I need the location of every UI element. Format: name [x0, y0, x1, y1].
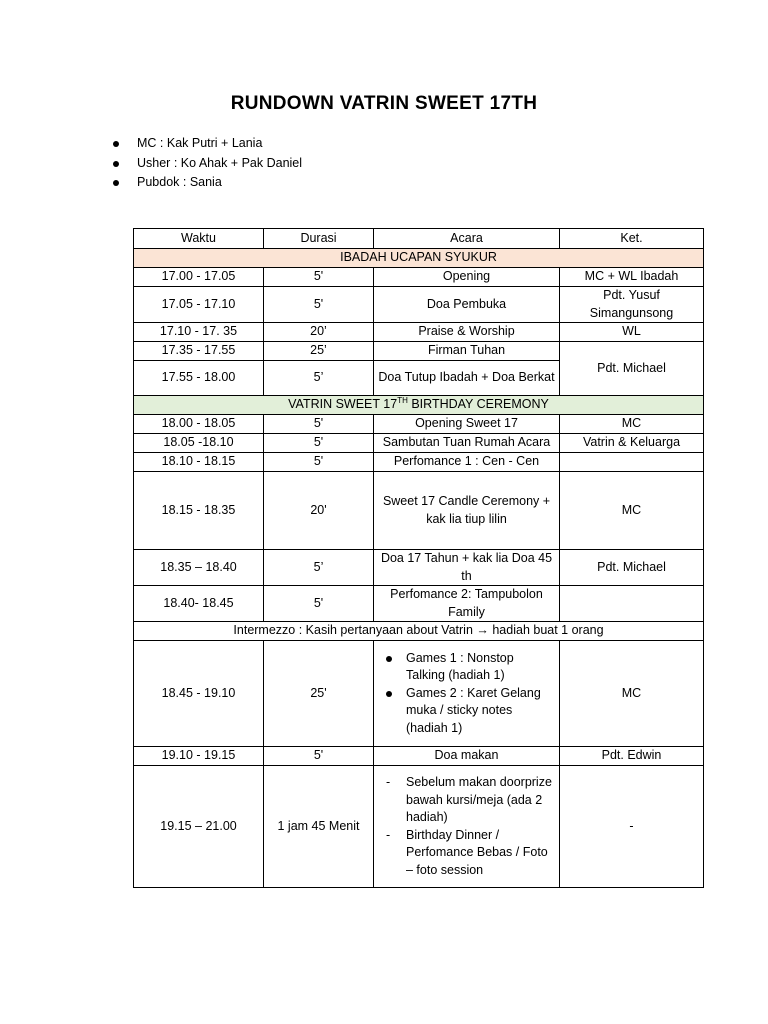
cell-ket — [560, 453, 704, 472]
cell-ket: MC — [560, 472, 704, 550]
cell-acara: Opening Sweet 17 — [374, 415, 560, 434]
bullet-icon — [113, 180, 119, 186]
cell-durasi: 25' — [264, 641, 374, 747]
cell-waktu: 18.45 - 19.10 — [134, 641, 264, 747]
header-durasi: Durasi — [264, 229, 374, 249]
cell-durasi: 5' — [264, 747, 374, 766]
cell-waktu: 19.10 - 19.15 — [134, 747, 264, 766]
cell-acara — [374, 641, 560, 747]
table-row — [134, 434, 704, 453]
cell-waktu: 18.05 -18.10 — [134, 434, 264, 453]
games-2: Games 2 : Karet Gelang muka / sticky notes (hadiah 1) — [406, 685, 541, 735]
table-row — [134, 766, 704, 888]
table-row — [134, 415, 704, 434]
superscript-th: TH — [397, 396, 408, 406]
table-row — [134, 586, 704, 622]
cell-waktu: 17.35 - 17.55 — [134, 342, 264, 361]
section-row — [134, 396, 704, 415]
cell-waktu: 17.55 - 18.00 — [134, 361, 264, 396]
cell-durasi: 5' — [264, 415, 374, 434]
cell-durasi: 5' — [264, 586, 374, 622]
cell-acara: Perfomance 1 : Cen - Cen — [374, 453, 560, 472]
cell-acara: Praise & Worship — [374, 323, 560, 342]
page-title: RUNDOWN VATRIN SWEET 17TH — [230, 93, 538, 114]
role-mc: MC : Kak Putri + Lania — [137, 136, 263, 150]
games-1: Games 1 : Nonstop Talking (hadiah 1) — [406, 650, 514, 683]
cell-acara: Doa 17 Tahun + kak lia Doa 45 th — [374, 550, 560, 586]
list-item — [382, 685, 555, 738]
cell-durasi: 5' — [264, 453, 374, 472]
cell-acara: Doa makan — [374, 747, 560, 766]
section-ibadah: IBADAH UCAPAN SYUKUR — [134, 249, 704, 268]
cell-ket: Pdt. Yusuf Simangunsong — [560, 287, 704, 323]
cell-durasi: 5' — [264, 268, 374, 287]
cell-waktu: 18.10 - 18.15 — [134, 453, 264, 472]
section-birthday-text-end: BIRTHDAY CEREMONY — [407, 397, 549, 412]
cell-ket: Vatrin & Keluarga — [560, 434, 704, 453]
section-row — [134, 249, 704, 268]
bullet-icon — [386, 656, 392, 662]
cell-durasi: 5’ — [264, 550, 374, 586]
header-ket: Ket. — [560, 229, 704, 249]
intermezzo-note: Intermezzo : Kasih pertanyaan about Vatrin → hadiah buat 1 orang — [134, 622, 704, 641]
table-row — [134, 342, 704, 361]
table-row — [134, 747, 704, 766]
cell-acara: Perfomance 2: Tampubolon Family — [374, 586, 560, 622]
cell-durasi: 20' — [264, 472, 374, 550]
header-waktu: Waktu — [134, 229, 264, 249]
cell-waktu: 17.05 - 17.10 — [134, 287, 264, 323]
cell-ket: WL — [560, 323, 704, 342]
table-row — [134, 323, 704, 342]
section-birthday-text: VATRIN SWEET 17 — [288, 397, 398, 412]
cell-durasi: 5’ — [264, 361, 374, 396]
list-item — [382, 827, 555, 880]
cell-ket: Pdt. Michael — [560, 550, 704, 586]
header-acara: Acara — [374, 229, 560, 249]
cell-durasi: 5' — [264, 287, 374, 323]
cell-ket — [560, 586, 704, 622]
cell-durasi: 20’ — [264, 323, 374, 342]
dash-icon: - — [386, 827, 391, 842]
table-header-row — [134, 229, 704, 249]
table-row — [134, 287, 704, 323]
cell-acara: Sweet 17 Candle Ceremony + kak lia tiup lilin — [374, 472, 560, 550]
bullet-icon — [113, 141, 119, 147]
doorprize-note: Sebelum makan doorprize bawah kursi/meja (ada 2 hadiah) — [406, 775, 552, 824]
cell-waktu: 17.10 - 17. 35 — [134, 323, 264, 342]
bullet-icon — [113, 161, 119, 167]
list-item — [382, 774, 555, 827]
rundown-table — [133, 228, 704, 888]
cell-waktu: 18.15 - 18.35 — [134, 472, 264, 550]
cell-acara: Doa Tutup Ibadah + Doa Berkat — [374, 361, 560, 396]
cell-waktu: 18.00 - 18.05 — [134, 415, 264, 434]
cell-durasi: 1 jam 45 Menit — [264, 766, 374, 888]
list-item — [382, 650, 555, 685]
dash-icon: - — [386, 775, 391, 789]
cell-waktu: 18.40- 18.45 — [134, 586, 264, 622]
bullet-icon — [386, 691, 392, 697]
cell-ket: - — [560, 766, 704, 888]
cell-waktu: 19.15 – 21.00 — [134, 766, 264, 888]
cell-ket: MC — [560, 641, 704, 747]
cell-durasi: 5' — [264, 434, 374, 453]
section-birthday — [134, 396, 704, 415]
role-pubdok: Pubdok : Sania — [137, 175, 222, 189]
role-item — [113, 134, 302, 154]
cell-acara: Sambutan Tuan Rumah Acara — [374, 434, 560, 453]
table-row — [134, 472, 704, 550]
cell-waktu: 17.00 - 17.05 — [134, 268, 264, 287]
table-row — [134, 641, 704, 747]
cell-ket: Pdt. Michael — [560, 342, 704, 396]
table-row — [134, 268, 704, 287]
cell-ket: MC — [560, 415, 704, 434]
role-item — [113, 154, 302, 174]
games-list — [382, 650, 555, 738]
cell-acara: Firman Tuhan — [374, 342, 560, 361]
table-row — [134, 453, 704, 472]
cell-acara — [374, 766, 560, 888]
cell-acara: Opening — [374, 268, 560, 287]
cell-ket: MC + WL Ibadah — [560, 268, 704, 287]
dinner-list — [382, 774, 555, 879]
intermezzo-row — [134, 622, 704, 641]
table-row — [134, 550, 704, 586]
role-item — [113, 173, 302, 193]
cell-durasi: 25’ — [264, 342, 374, 361]
role-usher: Usher : Ko Ahak + Pak Daniel — [137, 155, 303, 170]
role-list — [113, 134, 302, 193]
cell-waktu: 18.35 – 18.40 — [134, 550, 264, 586]
dinner-note: Birthday Dinner / Perfomance Bebas / Foto – foto session — [406, 827, 548, 877]
cell-acara: Doa Pembuka — [374, 287, 560, 323]
cell-ket: Pdt. Edwin — [560, 747, 704, 766]
